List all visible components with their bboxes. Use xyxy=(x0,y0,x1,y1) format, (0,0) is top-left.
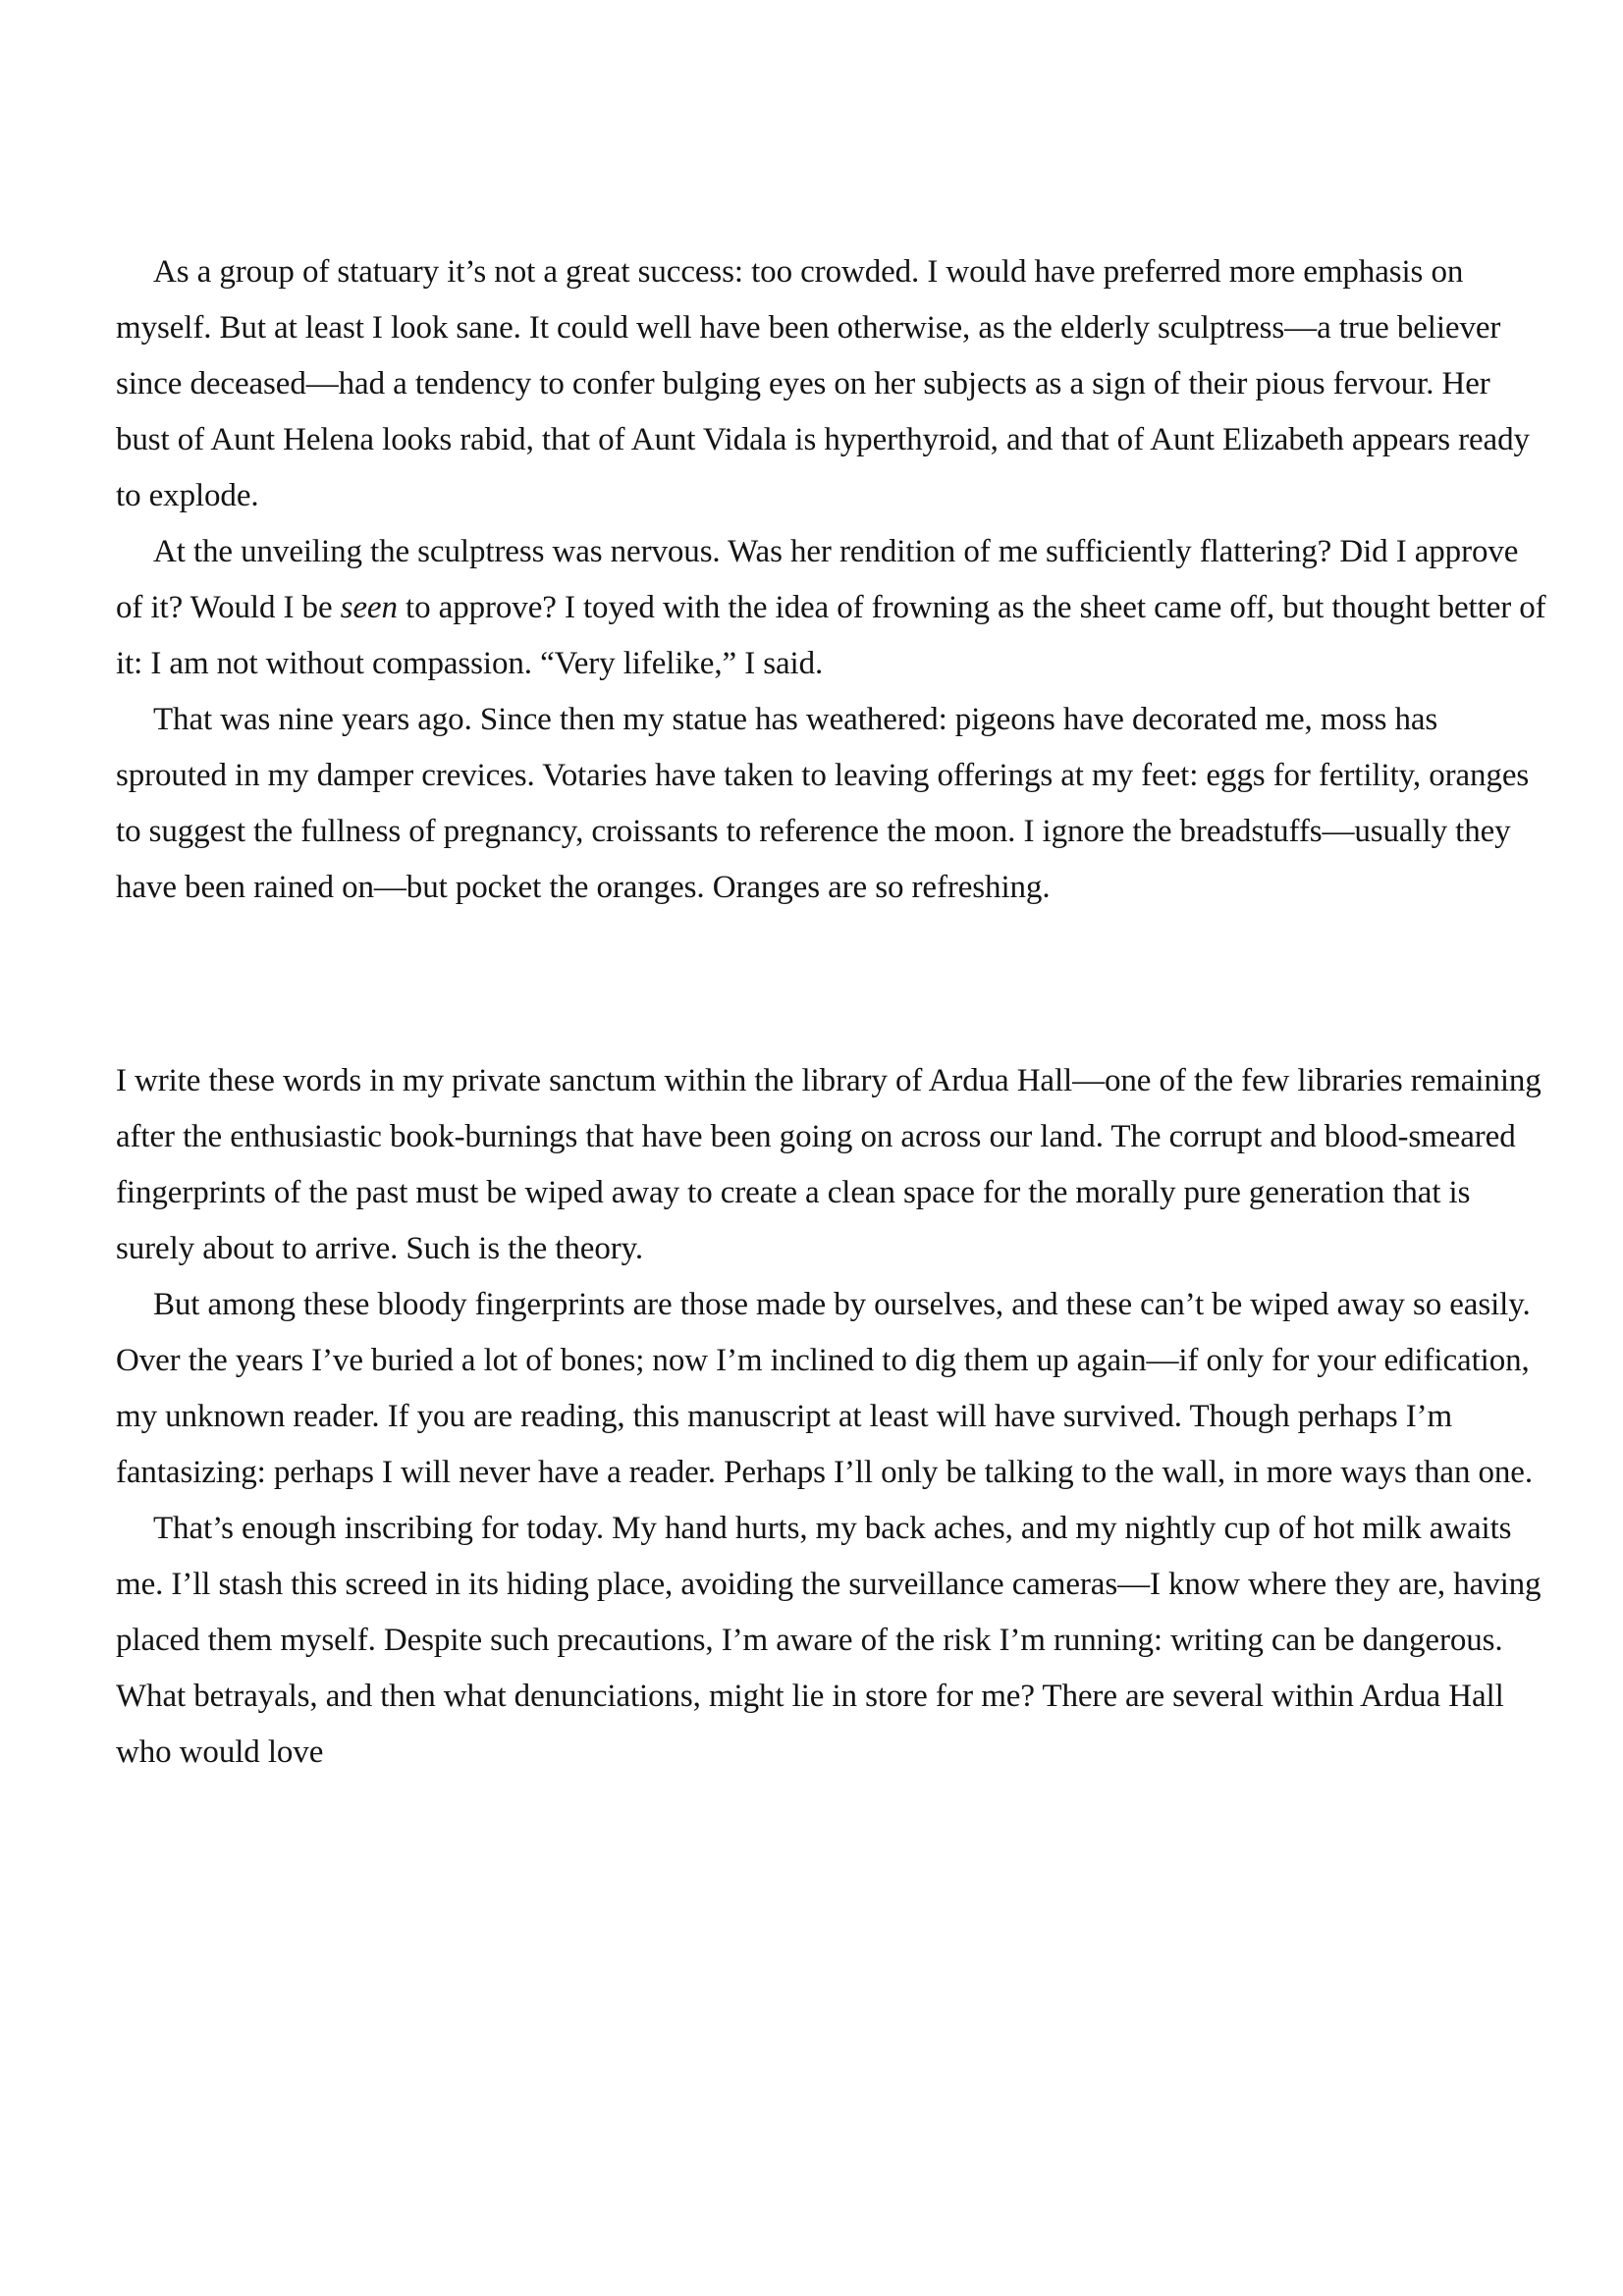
paragraph-unveiling-text-after: to approve? I toyed with the idea of frowning as the sheet came off, but thought better of it: I am not without compassion. “Very lifelike,” I said. xyxy=(116,590,1546,681)
paragraph-bloody-fingerprints: But among these bloody fingerprints are those made by ourselves, and these can’t be wiped away so easily. Over the years I’ve buried a lot of bones; now I’m inclined to dig them up again—if only for your edification, my unknown reader. If you are reading, this manuscript at least will have survived. Though perhaps I’m fantasizing: perhaps I will never have a reader. Perhaps I’ll only be talking to the wall, in more ways than one. xyxy=(116,1287,1533,1490)
paragraph-nine-years: That was nine years ago. Since then my statue has weathered: pigeons have decorated me, moss has sprouted in my damper crevices. Votaries have taken to leaving offerings at my feet: eggs for fertility, oranges to suggest the fullness of pregnancy, croissants to reference the moon. I ignore the breadstuffs—usually they have been rained on—but pocket the oranges. Oranges are so refreshing. xyxy=(116,702,1530,905)
text-section-1 xyxy=(116,244,1549,916)
paragraph-unveiling-text-before: At the unveiling the sculptress was nervous. Was her rendition of me sufficiently flattering? Did I approve of it? Would I be xyxy=(116,534,1519,625)
paragraph-private-sanctum: I write these words in my private sanctum within the library of Ardua Hall—one of the few libraries remaining after the enthusiastic book-burnings that have been going on across our land. The corrupt and blood-smeared fingerprints of the past must be wiped away to create a clean space for the morally pure generation that is surely about to arrive. Such is the theory. xyxy=(116,1063,1542,1266)
paragraph-enough-inscribing: That’s enough inscribing for today. My hand hurts, my back aches, and my nightly cup of hot milk awaits me. I’ll stash this screed in its hiding place, avoiding the surveillance cameras—I know where they are, having placed them myself. Despite such precautions, I’m aware of the risk I’m running: writing can be dangerous. What betrayals, and then what denunciations, might lie in store for me? There are several within Ardua Hall who would love xyxy=(116,1511,1542,1770)
paragraph-statuary: As a group of statuary it’s not a great success: too crowded. I would have preferred more emphasis on myself. But at least I look sane. It could well have been otherwise, as the elderly sculptress—a true believer since deceased—had a tendency to confer bulging eyes on her subjects as a sign of their pious fervour. Her bust of Aunt Helena looks rabid, that of Aunt Vidala is hyperthyroid, and that of Aunt Elizabeth appears ready to explode. xyxy=(116,254,1530,513)
paragraph-unveiling xyxy=(116,524,1549,692)
paragraph-unveiling-italic-word: seen xyxy=(340,590,398,625)
text-section-2 xyxy=(116,1053,1549,1781)
